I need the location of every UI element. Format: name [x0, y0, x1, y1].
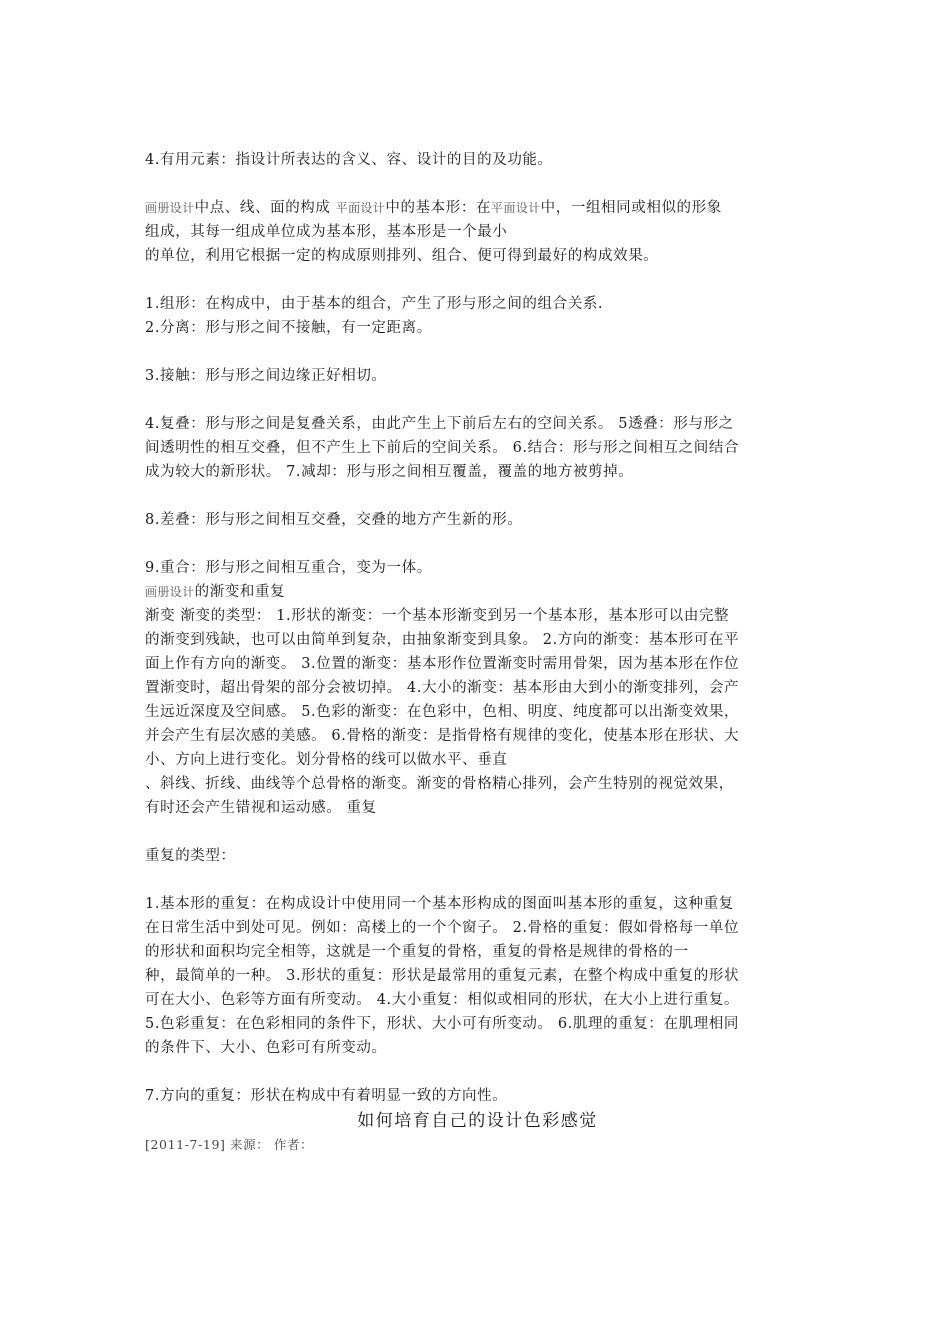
paragraph-line: 的单位，利用它根据一定的构成原则排列、组合、便可得到最好的构成效果。 [145, 248, 659, 264]
paragraph-line: 置渐变时，超出骨架的部分会被切掉。 4.大小的渐变：基本形由大到小的渐变排列，会产 [145, 680, 740, 696]
paragraph-line: 间透明性的相互交叠，但不产生上下前后的空间关系。 6.结合：形与形之间相互之间结合 [145, 440, 740, 456]
paragraph-line: 组成，其每一组成单位成为基本形，基本形是一个最小 [145, 224, 508, 240]
paragraph-line: 生远近深度及空间感。 5.色彩的渐变：在色彩中，色相、明度、纯度都可以出渐变效果， [145, 704, 740, 720]
paragraph-line: 的条件下、大小、色彩可有所变动。 [145, 1040, 387, 1056]
paragraph-line: 4.有用元素：指设计所表达的含义、容、设计的目的及功能。 [145, 152, 553, 168]
keyword-link-pingmian[interactable]: 平面设计 [335, 201, 386, 215]
paragraph-line: 1.组形：在构成中，由于基本的组合，产生了形与形之间的组合关系. [145, 296, 604, 312]
keyword-link-huace[interactable]: 画册设计 [145, 201, 195, 215]
paragraph-line: 7.方向的重复：形状在构成中有着明显一致的方向性。 [145, 1088, 508, 1104]
paragraph-line: 重复的类型： [145, 848, 236, 864]
paragraph-line: 有时还会产生错视和运动感。 重复 [145, 800, 377, 816]
document-page [145, 148, 810, 1156]
paragraph-line: 8.差叠：形与形之间相互交叠，交叠的地方产生新的形。 [145, 512, 523, 528]
paragraph-line: 5.色彩重复：在色彩相同的条件下，形状、大小可有所变动。 6.肌理的重复：在肌理相同 [145, 1016, 739, 1032]
paragraph-line: 3.接触：形与形之间边缘正好相切。 [145, 368, 387, 384]
keyword-link-huace[interactable]: 画册设计 [145, 585, 195, 599]
paragraph-line: 可在大小、色彩等方面有所变动。 4.大小重复：相似或相同的形状，在大小上进行重复。 [145, 992, 740, 1008]
article-meta: [2011-7-19] 来源： 作者： [145, 1137, 314, 1152]
paragraph-line: 的形状和面积均完全相等，这就是一个重复的骨格，重复的骨格是规律的骨格的一 [145, 944, 689, 960]
paragraph-line: 、斜线、折线、曲线等个总骨格的渐变。渐变的骨格精心排列，会产生特别的视觉效果， [145, 776, 734, 792]
paragraph-line: 并会产生有层次感的美感。 6.骨格的渐变：是指骨格有规律的变化，使基本形在形状、大 [145, 728, 740, 744]
keyword-link-pingmian[interactable]: 平面设计 [491, 201, 541, 215]
paragraph-line: 4.复叠：形与形之间是复叠关系，由此产生上下前后左右的空间关系。 5透叠：形与形之 [145, 416, 734, 432]
paragraph-line: 的渐变到残缺，也可以由简单到复杂，由抽象渐变到具象。 2.方向的渐变：基本形可在平 [145, 632, 740, 648]
article-title: 如何培育自己的设计色彩感觉 [357, 1111, 598, 1131]
paragraph-line: 成为较大的新形状。 7.减却：形与形之间相互覆盖，覆盖的地方被剪掉。 [145, 464, 634, 480]
paragraph-line: 渐变 渐变的类型： 1.形状的渐变：一个基本形渐变到另一个基本形，基本形可以由完整 [145, 608, 730, 624]
paragraph-line: 在日常生活中到处可见。例如：高楼上的一个个窗子。 2.骨格的重复：假如骨格每一单位 [145, 920, 740, 936]
paragraph-line: 小、方向上进行变化。划分骨格的线可以做水平、垂直 [145, 752, 508, 768]
paragraph-line: 1.基本形的重复：在构成设计中使用同一个基本形构成的图面叫基本形的重复，这种重复 [145, 896, 734, 912]
paragraph-line: 种，最简单的一种。 3.形状的重复：形状是最常用的重复元素，在整个构成中重复的形状 [145, 968, 740, 984]
section-heading: 画册设计的渐变和重复 [145, 584, 286, 600]
paragraph-line: 2.分离：形与形之间不接触，有一定距离。 [145, 320, 432, 336]
paragraph-line: 面上作有方向的渐变。 3.位置的渐变：基本形作位置渐变时需用骨架，因为基本形在作位 [145, 656, 740, 672]
paragraph-line: 画册设计中点、线、面的构成 平面设计中的基本形：在平面设计中，一组相同或相似的形象 [145, 200, 722, 216]
paragraph-line: 9.重合：形与形之间相互重合，变为一体。 [145, 560, 432, 576]
